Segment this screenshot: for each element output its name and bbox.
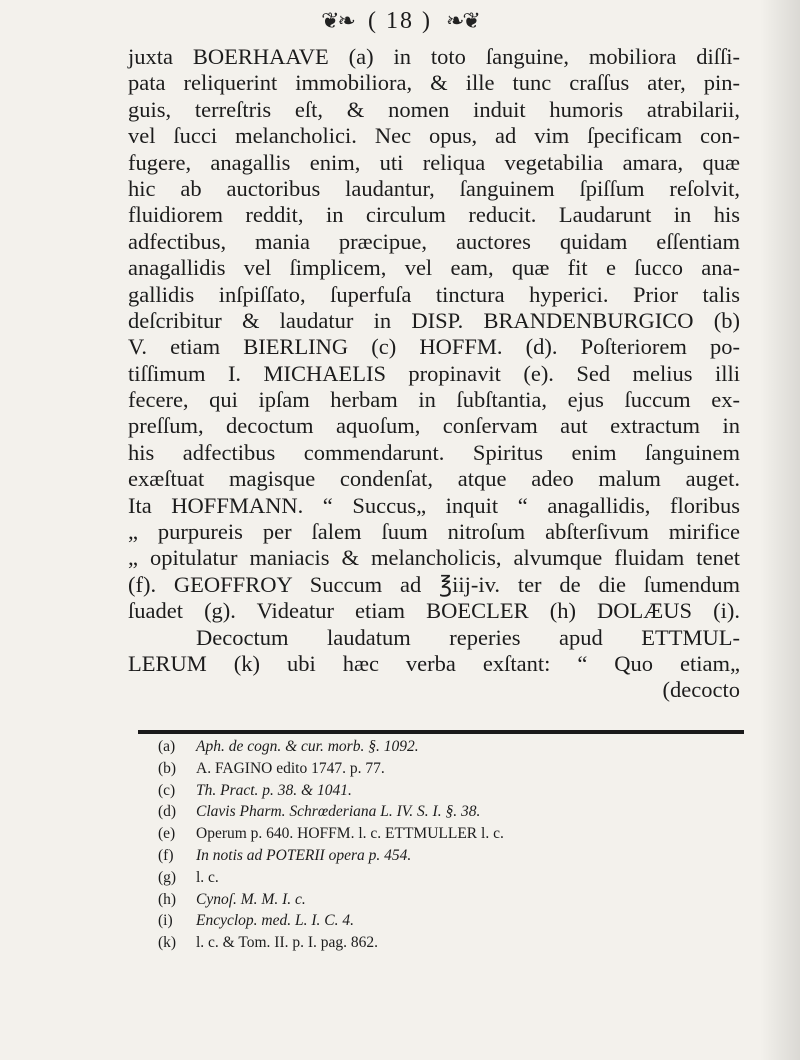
text-line: LERUM (k) ubi hæc verba exſtant: “ Quo etiam„: [128, 650, 740, 676]
footnote-text: In notis ad POTERII opera p. 454.: [196, 846, 412, 864]
footnote-text: Operum p. 640. HOFFM. l. c. ETTMULLER l. c.: [196, 825, 504, 843]
footnote-text: l. c. & Tom. II. p. I. pag. 862.: [196, 934, 379, 952]
footnote: [158, 932, 628, 954]
footnote: [158, 845, 628, 867]
footnote: [158, 867, 628, 889]
text-line: V. etiam BIERLING (c) HOFFM. (d). Poſteriorem po-: [128, 334, 740, 360]
footnote-mark: (h): [158, 890, 177, 908]
text-line: his adfectibus commendarunt. Spiritus enim ſanguinem: [128, 439, 740, 465]
footnote-mark: (i): [158, 912, 173, 930]
text-line: anagallidis vel ſimplicem, vel eam, quæ fit e ſucco ana-: [128, 255, 740, 281]
footnote-mark: (k): [158, 934, 177, 952]
text-line: preſſum, decoctum aquoſum, conſervam aut extractum in: [128, 413, 740, 439]
footnote-mark: (e): [158, 825, 176, 843]
footnote-mark: (g): [158, 868, 177, 886]
left-ornament-icon: ❦❧: [321, 8, 354, 33]
footnote-text: l. c.: [196, 868, 219, 886]
footnote-text: Cynoſ. M. M. I. c.: [196, 890, 306, 908]
footnote-text: Th. Pract. p. 38. & 1041.: [196, 781, 352, 799]
footnote: [158, 801, 628, 823]
footnote: [158, 889, 628, 911]
footnote-mark: (c): [158, 781, 176, 799]
text-line: fecere, qui ipſam herbam in ſubſtantia, ejus ſuccum ex-: [128, 387, 740, 413]
main-text: [128, 44, 740, 704]
text-line: ſuadet (g). Videatur etiam BOECLER (h) DOLÆUS (i).: [128, 598, 740, 624]
text-line: hic ab auctoribus laudantur, ſanguinem ſpiſſum reſolvit,: [128, 175, 740, 201]
footnote-text: Encyclop. med. L. I. C. 4.: [196, 912, 354, 930]
text-line: „ opitulatur maniacis & melancholicis, alvumque fluidam tenet: [128, 545, 740, 571]
footnote: [158, 736, 628, 758]
footnote-text: Aph. de cogn. & cur. morb. §. 1092.: [196, 738, 419, 755]
footnote-text: Clavis Pharm. Schrœderiana L. IV. S. I. §. 38.: [196, 803, 481, 821]
footnote-mark: (b): [158, 759, 177, 777]
text-line: „ purpureis per ſalem ſuum nitroſum abſterſivum mirifice: [128, 519, 740, 545]
footnote-mark: (f): [158, 846, 174, 864]
text-line: (f). GEOFFROY Succum ad ℥iij-iv. ter de die ſumendum: [128, 571, 740, 597]
text-line: deſcribitur & laudatur in DISP. BRANDENBURGICO (b): [128, 307, 740, 333]
text-line: vel ſucci melancholici. Nec opus, ad vim ſpecificam con-: [128, 123, 740, 149]
text-line: juxta BOERHAAVE (a) in toto ſanguine, mobiliora diſſi-: [128, 44, 740, 69]
footnote: [158, 758, 628, 780]
text-line: tiſſimum I. MICHAELIS propinavit (e). Sed melius illi: [128, 360, 740, 386]
footnote-mark: (a): [158, 738, 176, 755]
text-line: gallidis inſpiſſato, ſuperfuſa tinctura hyperici. Prior talis: [128, 281, 740, 307]
text-line: fluidiorem reddit, in circulum reducit. Laudarunt in his: [128, 202, 740, 228]
text-line: Ita HOFFMANN. “ Succus„ inquit “ anagallidis, floribus: [128, 492, 740, 518]
page-edge-shadow: [760, 0, 800, 1060]
page-header: [0, 4, 800, 38]
footnote: [158, 823, 628, 845]
footnote: [158, 780, 628, 802]
catchword: (decocto: [662, 677, 740, 703]
text-line: adfectibus, mania præcipue, auctores quidam eſſentiam: [128, 228, 740, 254]
footnote-rule: [138, 730, 744, 734]
text-line: Decoctum laudatum reperies apud ETTMUL-: [196, 624, 740, 650]
text-line: exæſtuat magisque condenſat, atque adeo malum auget.: [128, 466, 740, 492]
text-line: pata reliquerint immobiliora, & ille tunc craſſus ater, pin-: [128, 70, 740, 96]
footnote: [158, 910, 628, 932]
page-number: ( 18 ): [368, 7, 432, 34]
text-line: fugere, anagallis enim, uti reliqua vegetabilia amara, quæ: [128, 149, 740, 175]
footnotes: [158, 736, 628, 954]
right-ornament-icon: ❧❦: [445, 8, 479, 33]
footnote-mark: (d): [158, 803, 177, 821]
footnote-text: A. FAGINO edito 1747. p. 77.: [196, 759, 385, 777]
text-line: guis, terreſtris eſt, & nomen induit humoris atrabilarii,: [128, 96, 740, 122]
